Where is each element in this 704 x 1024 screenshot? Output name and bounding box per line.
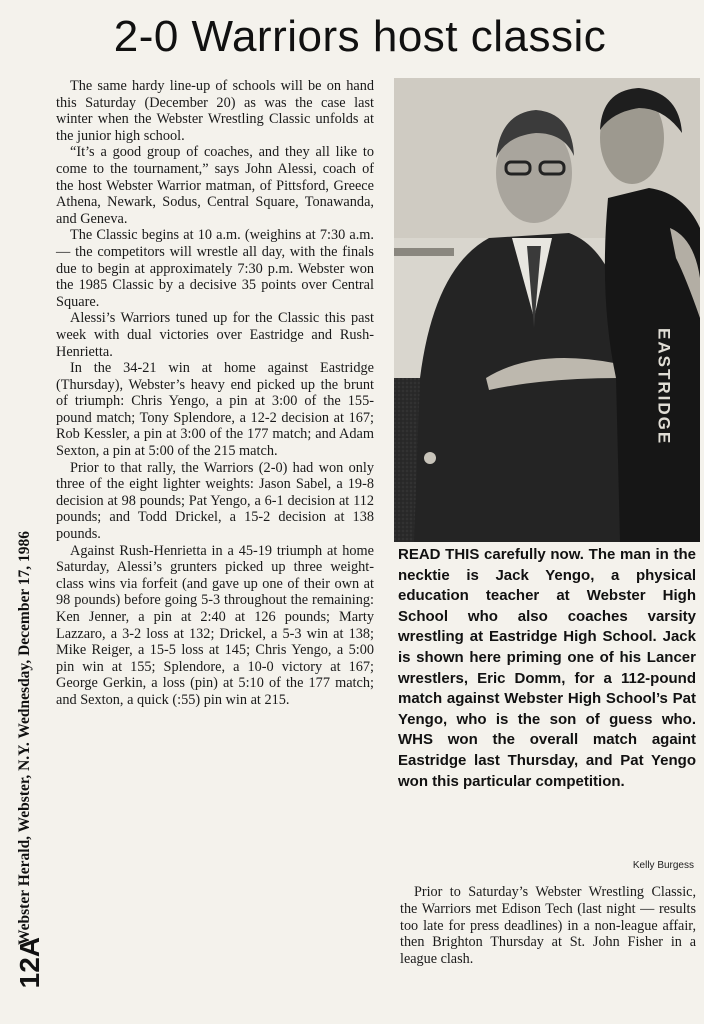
article-paragraph: The same hardy line-up of schools will be on hand this Saturday (December 20) as was the case last winter when the Webster Wrestling Classic unfolds at the junior high school. — [56, 78, 374, 144]
article-paragraph: “It’s a good group of coaches, and they all like to come to the tournament,” says John Alessi, coach of the host Webster Warrior matman, of Pittsford, Greece Athena, Newark, Sodus, Central Square, Tonawanda, and Geneva. — [56, 144, 374, 227]
page-number: 12A — [14, 936, 45, 988]
article-paragraph: Prior to that rally, the Warriors (2-0) had won only three of the eight lighter weights: Jason Sabel, a 19-8 decision at 98 pounds; Pat Yengo, a 6-1 decision at 112 pounds; and Todd Drickel, a 15-2 decision at 138 pounds. — [56, 459, 374, 543]
folio-line: Webster Herald, Webster, N.Y. Wednesday, December 17, 1986 — [16, 530, 33, 945]
caption-lead: READ THIS carefully now. — [398, 546, 584, 563]
article-body — [56, 78, 374, 709]
singlet-lettering: EASTRIDGE — [654, 328, 674, 446]
article-paragraph: Against Rush-Henrietta in a 45-19 triumph at home Saturday, Alessi’s grunters picked up three weight-class wins via forfeit (and gave up one of their own at 98 pounds) before going 5-3 throughout the remaining: Ken Jenner, a pin at 2:40 at 126 pounds; Marty Lazzaro, a 3-2 loss at 132; Drickel, a 5-3 win at 138; Mike Reiger, a 15-5 loss at 145; Chris Yengo, a 5:00 pin win at 155; Splendore, a 10-0 victory at 167; George Gerkin, a loss (pin) at 5:10 of the 177 match; and Sexton, a quick (:55) pin win at 215. — [56, 542, 374, 708]
article-paragraph: Alessi’s Warriors tuned up for the Classic this past week with dual victories over Eastridge and Rush-Henrietta. — [56, 310, 374, 360]
photo-credit: Kelly Burgess — [632, 860, 694, 871]
photo-caption — [398, 545, 696, 792]
article-paragraph: In the 34-21 win at home against Eastridge (Thursday), Webster’s heavy end picked up the brunt of triumph: Chris Yengo, a pin at 3:00 of the 155-pound match; Tony Splendore, a 12-2 decision at 167; Rob Kessler, a pin at 3:00 of the 177 match; and Adam Sexton, a pin at 5:00 of the 215 match. — [56, 360, 374, 460]
wrestling-photo — [394, 78, 700, 542]
news-brief: Prior to Saturday’s Webster Wrestling Classic, the Warriors met Edison Tech (last night — results too late for press deadlines) in a non-league affair, then Brighton Thursday at St. John Fisher in a league clash. — [400, 884, 696, 968]
headline: 2-0 Warriors host classic — [113, 12, 607, 61]
article-paragraph: The Classic begins at 10 a.m. (weighins at 7:30 a.m. — the competitors will wrestle all day, with the finals due to begin at approximately 7:30 p.m. Webster won the 1985 Classic by a decisive 35 points over Central Square. — [56, 227, 374, 310]
page-sidebar — [10, 60, 46, 1000]
caption-body: The man in the necktie is Jack Yengo, a physical education teacher at Webster High School who also coaches varsity wrestling at Eastridge High School. Jack is shown here priming one of his Lancer wrestlers, Eric Domm, for a 112-pound match against Webster High School’s Pat Yengo, who is the son of guess who. WHS won the overall match againt Eastridge last Thursday, and Pat Yengo won this particular competition. — [398, 546, 696, 790]
photo-illustration — [394, 78, 700, 542]
